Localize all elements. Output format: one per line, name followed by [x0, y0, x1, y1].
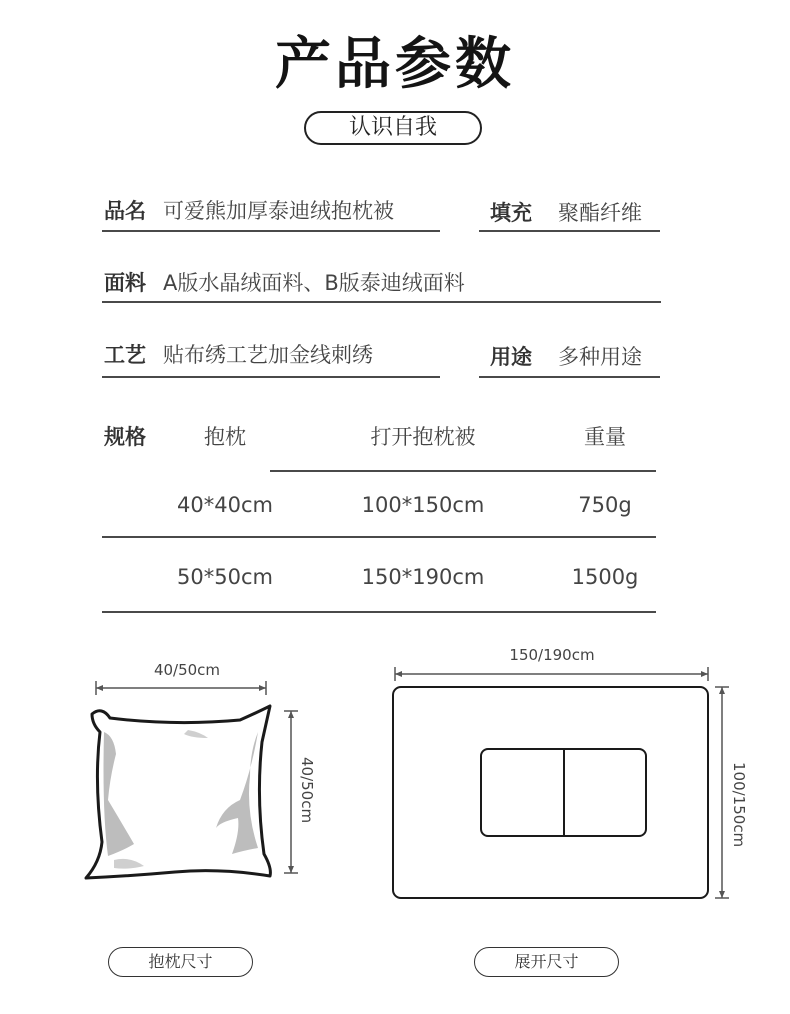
craft-value: 贴布绣工艺加金线刺绣	[163, 343, 373, 367]
usage-label: 用途	[490, 345, 532, 369]
name-value: 可爱熊加厚泰迪绒抱枕被	[163, 199, 394, 223]
spec-header-pillow: 抱枕	[204, 425, 246, 449]
page-title: 产品参数	[275, 32, 515, 97]
table-cell: 750g	[578, 493, 632, 517]
table-cell: 1500g	[571, 565, 639, 589]
spec-header-blanket: 打开抱枕被	[370, 425, 476, 449]
pillow-drawing	[80, 672, 320, 892]
table-cell: 100*150cm	[361, 493, 485, 517]
filling-label: 填充	[490, 201, 532, 225]
pillow-size-caption: 抱枕尺寸	[108, 947, 253, 977]
divider	[479, 376, 660, 378]
blanket-width-label: 150/190cm	[509, 646, 595, 664]
blanket-drawing	[385, 660, 745, 910]
subtitle-badge: 认识自我	[304, 111, 482, 145]
pillow-width-label: 40/50cm	[153, 661, 221, 679]
spec-label: 规格	[104, 425, 146, 449]
divider	[270, 470, 656, 472]
divider	[479, 230, 660, 232]
divider	[102, 301, 661, 303]
filling-value: 聚酯纤维	[558, 201, 642, 225]
unfolded-size-caption: 展开尺寸	[474, 947, 619, 977]
craft-label: 工艺	[104, 343, 146, 367]
divider	[102, 611, 656, 613]
table-cell: 150*190cm	[361, 565, 485, 589]
fabric-label: 面料	[104, 271, 146, 295]
table-cell: 50*50cm	[177, 565, 273, 589]
spec-header-weight: 重量	[584, 425, 626, 449]
divider	[102, 230, 440, 232]
pillow-height-label: 40/50cm	[298, 757, 316, 824]
blanket-height-label: 100/150cm	[730, 762, 748, 848]
divider	[102, 376, 440, 378]
fabric-value: A版水晶绒面料、B版泰迪绒面料	[163, 271, 465, 295]
name-label: 品名	[104, 199, 146, 223]
table-cell: 40*40cm	[177, 493, 273, 517]
usage-value: 多种用途	[558, 345, 642, 369]
divider	[102, 536, 656, 538]
